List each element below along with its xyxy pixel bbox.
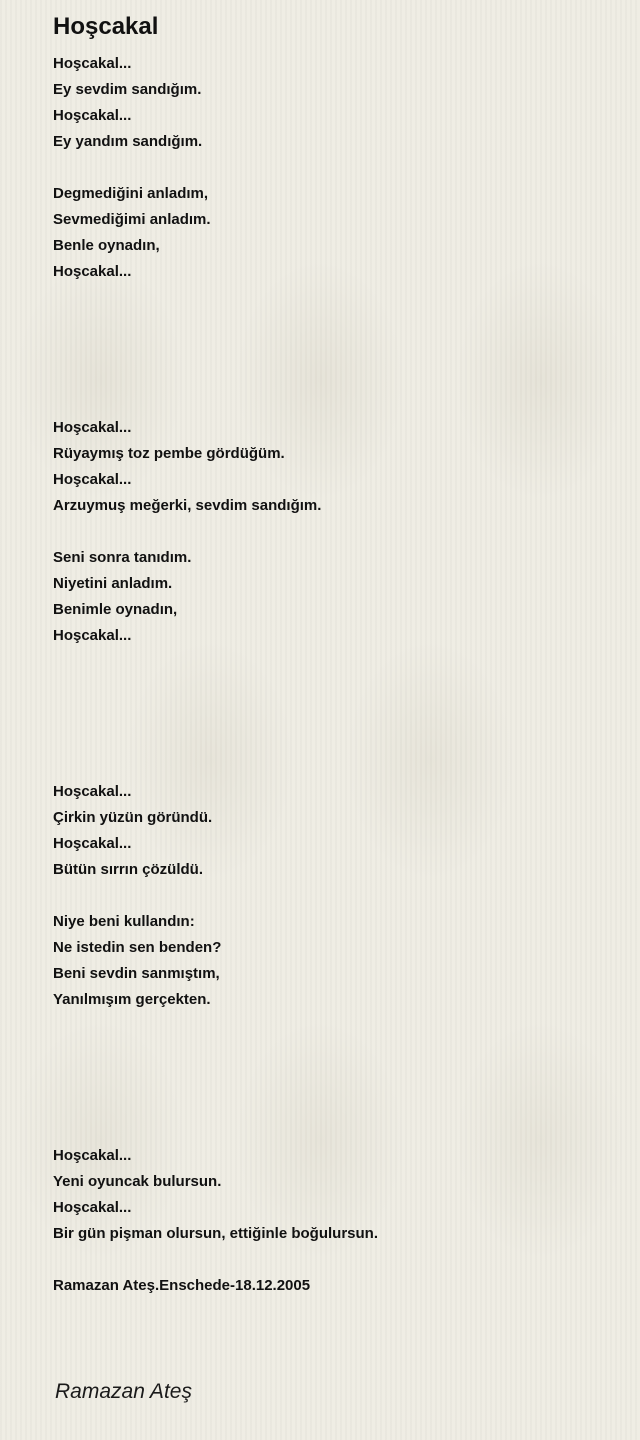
poem-line: Hoşcakal... <box>53 55 132 72</box>
poem-line: Hoşcakal... <box>53 783 132 800</box>
poem-line: Bir gün pişman olursun, ettiğinle boğulursun. <box>53 1225 378 1242</box>
poem-line: Ne istedin sen benden? <box>53 939 222 956</box>
poem-line: Hoşcakal... <box>53 471 132 488</box>
poem-line: Niye beni kullandın: <box>53 913 195 930</box>
stanza-gap <box>53 649 613 675</box>
poem-line: Beni sevdin sanmıştım, <box>53 965 220 982</box>
stanza-gap <box>53 389 613 415</box>
poem-line: Bütün sırrın çözüldü. <box>53 861 203 878</box>
author-signature: Ramazan Ateş <box>55 1380 192 1403</box>
poem-line: Arzuymuş meğerki, sevdim sandığım. <box>53 497 322 514</box>
poem-body <box>53 51 613 1299</box>
stanza-gap <box>53 701 613 727</box>
stanza-gap <box>53 753 613 779</box>
stanza-gap <box>53 337 613 363</box>
poem-line: Sevmediğimi anladım. <box>53 211 211 228</box>
poem-line: Yanılmışım gerçekten. <box>53 991 211 1008</box>
poem-line: Çirkin yüzün göründü. <box>53 809 213 826</box>
stanza-gap <box>53 155 613 181</box>
poem-line: Ey yandım sandığım. <box>53 133 203 150</box>
poem-line: Benimle oynadın, <box>53 601 178 618</box>
poem-line: Hoşcakal... <box>53 627 132 644</box>
stanza-gap <box>53 883 613 909</box>
poem-line: Benle oynadın, <box>53 237 160 254</box>
poem-line: Seni sonra tanıdım. <box>53 549 192 566</box>
poem-line: Hoşcakal... <box>53 835 132 852</box>
stanza-gap <box>53 1117 613 1143</box>
poem-line: Hoşcakal... <box>53 107 132 124</box>
stanza-gap <box>53 675 613 701</box>
stanza-gap <box>53 1065 613 1091</box>
stanza-gap <box>53 285 613 311</box>
poem-line: Ey sevdim sandığım. <box>53 81 202 98</box>
stanza-gap <box>53 519 613 545</box>
poem-title: Hoşcakal <box>53 13 159 40</box>
stanza-gap <box>53 727 613 753</box>
poem-line: Rüyaymış toz pembe gördüğüm. <box>53 445 285 462</box>
stanza-gap <box>53 1013 613 1039</box>
poem-line: Niyetini anladım. <box>53 575 173 592</box>
stanza-gap <box>53 1039 613 1065</box>
stanza-gap <box>53 1247 613 1273</box>
poem-line: Ramazan Ateş.Enschede-18.12.2005 <box>53 1277 311 1294</box>
poem-line: Yeni oyuncak bulursun. <box>53 1173 222 1190</box>
stanza-gap <box>53 1091 613 1117</box>
stanza-gap <box>53 311 613 337</box>
poem-line: Hoşcakal... <box>53 1147 132 1164</box>
poem-line: Hoşcakal... <box>53 1199 132 1216</box>
poem-line: Hoşcakal... <box>53 263 132 280</box>
stanza-gap <box>53 363 613 389</box>
poem-line: Hoşcakal... <box>53 419 132 436</box>
poem-line: Degmediğini anladım, <box>53 185 209 202</box>
